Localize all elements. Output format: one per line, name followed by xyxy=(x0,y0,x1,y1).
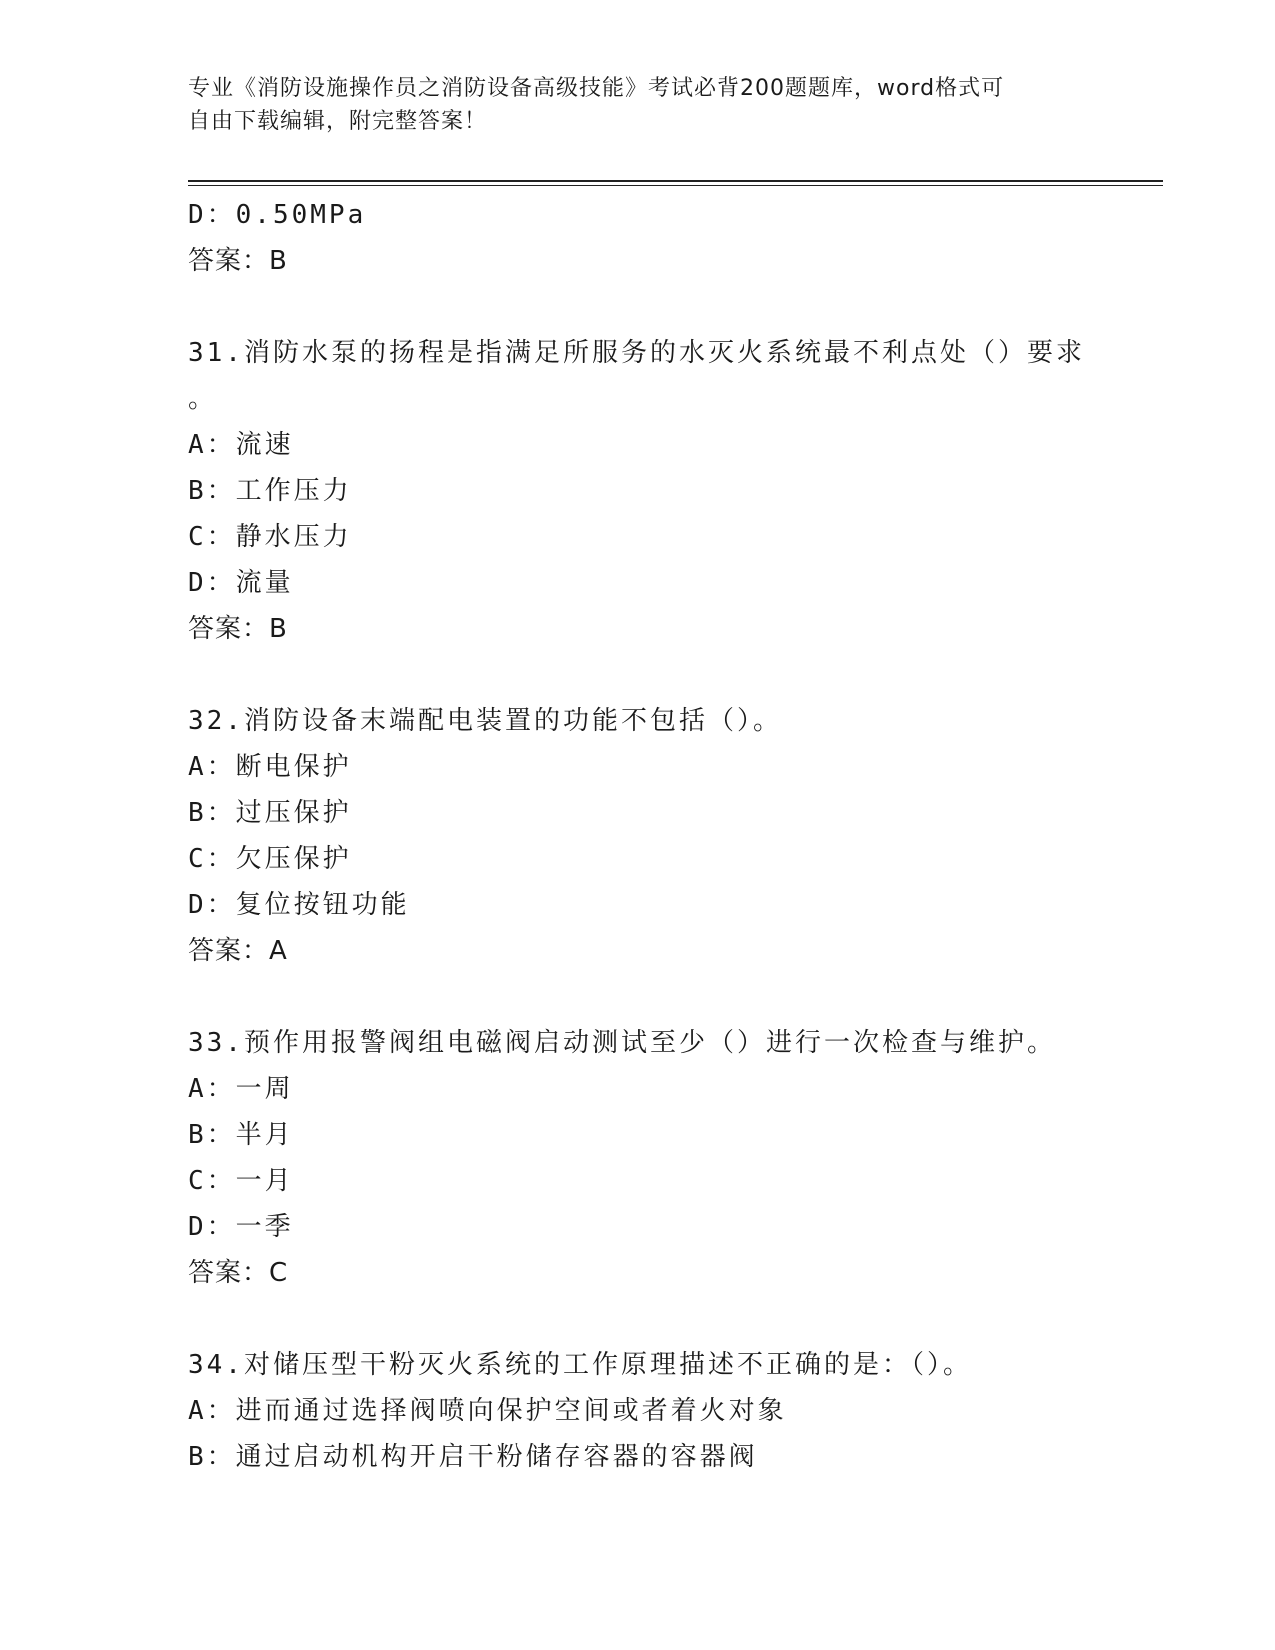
option-c: C：欠压保护 xyxy=(188,844,352,874)
document-header xyxy=(188,72,1088,138)
option-a: A：断电保护 xyxy=(188,752,352,782)
option-a: A：一周 xyxy=(188,1074,294,1104)
question-33 xyxy=(188,1020,1088,1296)
header-line-1: 专业《消防设施操作员之消防设备高级技能》考试必背200题题库，word格式可 xyxy=(188,76,1005,101)
option-d: D：0.50MPa xyxy=(188,200,367,230)
question-stem: 33.预作用报警阀组电磁阀启动测试至少（）进行一次检查与维护。 xyxy=(188,1028,1056,1058)
answer: 答案：C xyxy=(188,1258,289,1288)
header-rule-thick xyxy=(188,180,1163,182)
option-b: B：工作压力 xyxy=(188,476,352,506)
question-list xyxy=(188,192,1088,1480)
option-c: C：一月 xyxy=(188,1166,294,1196)
option-a: A：进而通过选择阀喷向保护空间或者着火对象 xyxy=(188,1396,787,1426)
option-b: B：通过启动机构开启干粉储存容器的容器阀 xyxy=(188,1442,758,1472)
question-31 xyxy=(188,330,1088,652)
option-d: D：复位按钮功能 xyxy=(188,890,410,920)
question-stem-continuation: 。 xyxy=(188,384,215,414)
option-b: B：过压保护 xyxy=(188,798,352,828)
option-d: D：流量 xyxy=(188,568,294,598)
question-stem: 34.对储压型干粉灭火系统的工作原理描述不正确的是：（）。 xyxy=(188,1350,972,1380)
question-32 xyxy=(188,698,1088,974)
header-line-2: 自由下载编辑，附完整答案！ xyxy=(188,109,488,134)
question-stem: 31.消防水泵的扬程是指满足所服务的水灭火系统最不利点处（）要求 xyxy=(188,338,1085,368)
answer: 答案：B xyxy=(188,246,288,276)
option-d: D：一季 xyxy=(188,1212,294,1242)
answer: 答案：B xyxy=(188,614,288,644)
question-34 xyxy=(188,1342,1088,1480)
header-rule-thin xyxy=(188,185,1163,186)
option-a: A：流速 xyxy=(188,430,294,460)
answer: 答案：A xyxy=(188,936,288,966)
question-stem: 32.消防设备末端配电装置的功能不包括（）。 xyxy=(188,706,782,736)
option-c: C：静水压力 xyxy=(188,522,352,552)
option-b: B：半月 xyxy=(188,1120,294,1150)
previous-question-tail xyxy=(188,192,1088,284)
